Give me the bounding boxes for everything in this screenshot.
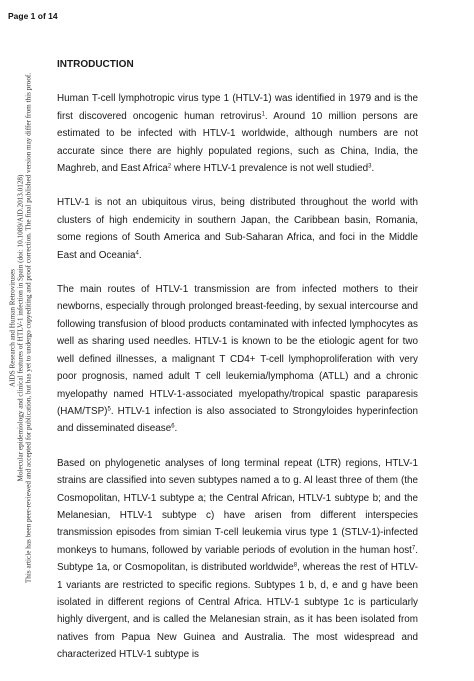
paragraph-text: . bbox=[174, 423, 178, 435]
page-number-header: Page 1 of 14 bbox=[8, 11, 58, 21]
paragraph-text: Human T-cell lymphotropic virus type 1 (HTLV-1) was identified in 1979 and is the first discovered oncogenic human retrovirus bbox=[57, 93, 418, 122]
paragraph-text: HTLV-1 is not an ubiquitous virus, being distributed throughout the world with clusters of high endemicity in southern Japan, the Caribbean basin, Romania, some regions of South America and Sub-Saharan Africa, and foci in the Middle East and Oceania bbox=[57, 197, 418, 261]
paragraph bbox=[57, 281, 418, 438]
article-title-doi: Molecular epidemiology and clinical features of HTLV-1 infection in Spain (doi: 10.1089/AID.2013.0128) bbox=[16, 174, 25, 482]
citation-superscript: 8 bbox=[293, 562, 298, 569]
paragraphs-container bbox=[57, 90, 418, 663]
citation-superscript: 3 bbox=[368, 163, 372, 170]
section-heading: INTRODUCTION bbox=[57, 59, 134, 70]
article-body bbox=[57, 56, 418, 681]
paragraph-text: . Subtype 1a, or Cosmopolitan, is distributed worldwide bbox=[57, 544, 418, 574]
paragraph-text: The main routes of HTLV-1 transmission are from infected mothers to their newborns, especially through prolonged breast-feeding, by sexual intercourse and following transfusion of blood products contaminated with infected lymphocytes as well as sharing used needles. HTLV-1 is known to be the etiologic agent for two well defined illnesses, a malignant T CD4+ T-cell lymphoproliferation with very poor prognosis, named adult T cell leukemia/lymphoma (ATLL) and a chronic myelopathy named HTLV-1-associated myelopathy/tropical spastic paraparesis (HAM/TSP) bbox=[57, 284, 418, 417]
citation-superscript: 6 bbox=[171, 423, 175, 430]
journal-name: AIDS Research and Human Retroviruses bbox=[8, 268, 17, 388]
journal-sidebar-notice bbox=[2, 8, 40, 648]
paragraph-text: . HTLV-1 infection is also associated to Strongyloides hyperinfection and disseminated disease bbox=[57, 405, 418, 435]
citation-superscript: 7 bbox=[411, 545, 416, 552]
paragraph-text: Based on phylogenetic analyses of long terminal repeat (LTR) regions, HTLV-1 strains are classified into seven subtypes named a to g. Al least three of them (the Cosmopolitan, HTLV-1 subtype a; the Central African, HTLV-1 subtype b; and the Melanesian, HTLV-1 subtype c) have arisen from different interspecies transmission episodes from simian T-cell leukemia virus type 1 (STLV-1)-infected monkeys to humans, followed by variable periods of evolution in the human host bbox=[57, 457, 418, 556]
paragraph bbox=[57, 455, 418, 664]
paragraph-text: , whereas the rest of HTLV-1 variants are restricted to specific regions. Subtypes 1 b, d, e and g have been isolated in different regions of Central Africa. HTLV-1 subtype 1c is particularly highly divergent, and is called the Melanesian strain, as it has been isolated from natives from Papua New Guinea and Australia. The most widespread and characterized HTLV-1 subtype is bbox=[57, 562, 418, 661]
paragraph bbox=[57, 194, 418, 264]
proof-disclaimer: This article has been peer-reviewed and accepted for publication, but has yet to undergo copyediting and proof correction. The final published version may differ from this proof. bbox=[23, 72, 32, 584]
paragraph bbox=[57, 90, 418, 177]
citation-superscript: 4 bbox=[135, 250, 139, 257]
paragraph-text: . bbox=[138, 249, 142, 261]
paragraph-text: where HTLV-1 prevalence is not well studied bbox=[171, 163, 369, 175]
citation-superscript: 5 bbox=[107, 406, 111, 413]
paragraph-text: . Around 10 million persons are estimated to be infected with HTLV-1 worldwide, although numbers are not accurate since there are highly populated regions, such as China, India, the Maghreb, and East Africa bbox=[57, 110, 418, 175]
sidebar-notice-text bbox=[9, 73, 32, 583]
paragraph-text: . bbox=[371, 163, 375, 175]
citation-superscript: 2 bbox=[167, 163, 172, 170]
citation-superscript: 1 bbox=[261, 111, 265, 118]
